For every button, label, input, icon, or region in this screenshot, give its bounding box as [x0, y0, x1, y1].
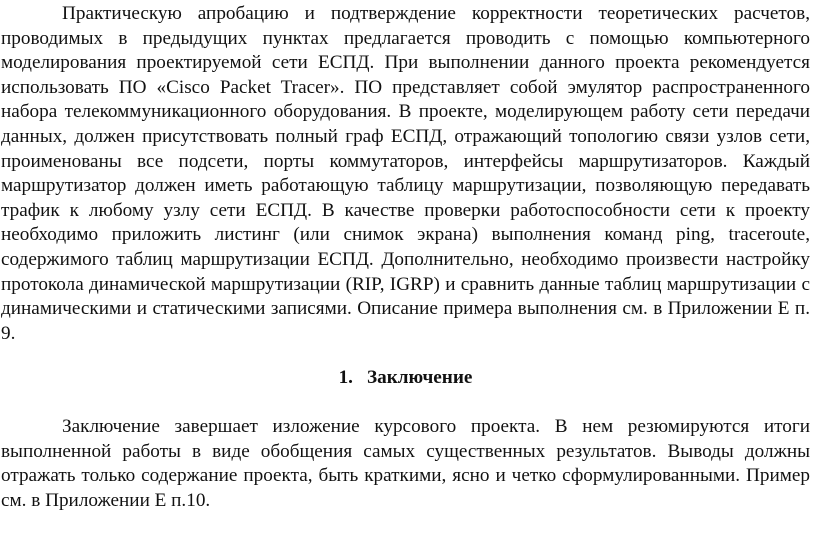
- paragraph-practical-testing: Практическую апробацию и подтверждение корректности теоретических расчетов, проводимых в предыдущих пунктах предлагается проводить с помощью компьютерного моделирования проектируемой сети ЕСПД. При выполнении данного проекта рекомендуется использовать ПО «Cisco Packet Tracer». ПО представляет собой эмулятор распространенного набора телекоммуникационного оборудования. В проекте, моделирующем работу сети передачи данных, должен присутствовать полный граф ЕСПД, отражающий топологию связи узлов сети, проименованы все подсети, порты коммутаторов, интерфейсы маршрутизаторов. Каждый маршрутизатор должен иметь работающую таблицу маршрутизации, позволяющую передавать трафик к любому узлу сети ЕСПД. В качестве проверки работоспособности сети к проекту необходимо приложить листинг (или снимок экрана) выполнения команд ping, traceroute, содержимого таблиц маршрутизации ЕСПД. Дополнительно, необходимо произвести настройку протокола динамической маршрутизации (RIP, IGRP) и сравнить данные таблиц маршрутизации с динамическими и статическими записями. Описание примера выполнения см. в Приложении Е п. 9.: [1, 3, 810, 344]
- section-heading: [1, 366, 810, 391]
- section-heading-title: Заключение: [366, 367, 473, 389]
- section-heading-number: 1.: [338, 367, 353, 389]
- paragraph-conclusion: Заключение завершает изложение курсового проекта. В нем резюмируются итоги выполненной работы в виде обобщения самых существенных результатов. Выводы должны отражать только содержание проекта, быть краткими, ясно и четко сформулированными. Пример см. в Приложении Е п.10.: [1, 415, 810, 511]
